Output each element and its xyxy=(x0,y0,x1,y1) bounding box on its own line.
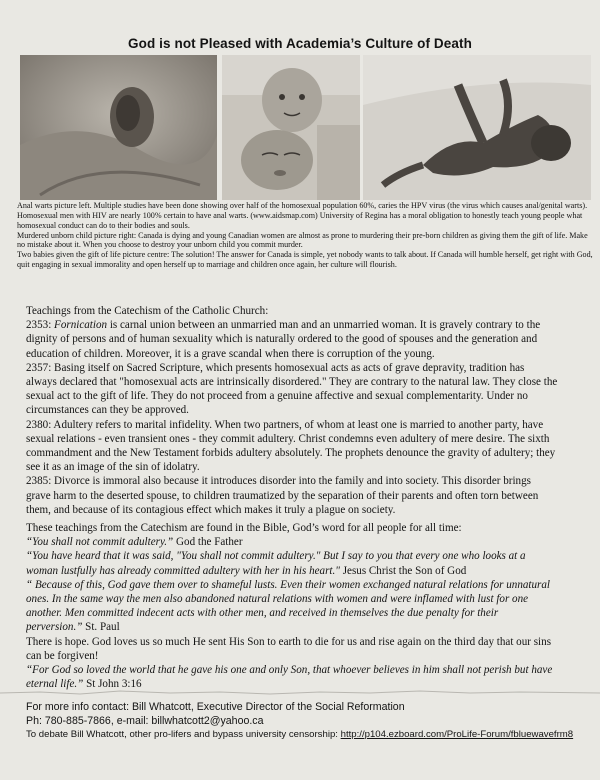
paragraph-2380 xyxy=(26,418,600,475)
text-line: always declared that "homosexual acts are intrinsically disordered." They are contrary to the natural law. They close the xyxy=(26,376,558,389)
text-line: can be forgiven! xyxy=(26,649,99,662)
text-line: sexual act to the gift of life. They do not proceed from a genuine affective and sexual complementarity. Under no xyxy=(26,390,528,403)
quote-text: another. Men committed indecent acts with other men, and received in themselves the due penalty for their xyxy=(26,607,499,620)
forum-link[interactable]: http://p104.ezboard.com/ProLife-Forum/fbluewavefrm8 xyxy=(340,729,574,741)
text-line: circumstances can they be approved. xyxy=(26,404,189,417)
paragraph-2385 xyxy=(26,474,600,517)
text-line: see it as an image of the sin of idolatry. xyxy=(26,461,200,474)
caption-paragraph: Two babies given the gift of life picture centre: The solution! The answer for Canada is simple, yet nobody wants to talk about. If Canada will humble herself, get right with God, quit engaging in sexual immorality and open herself up to marriage and children once again, her culture will flourish. xyxy=(17,250,593,270)
text-line: education of children. Moreover, it is a grave scandal when there is corruption of the young. xyxy=(26,347,435,360)
page-title: God is not Pleased with Academia’s Culture of Death xyxy=(128,36,472,51)
quote-jesus xyxy=(26,549,600,577)
text-line: 2385: Divorce is immoral also because it introduces disorder into the family and into society. This disorder brings xyxy=(26,475,531,488)
torn-paper-edge xyxy=(0,688,600,698)
quote-text: “ Because of this, God gave them over to shameful lusts. Even their women exchanged natural relations for unnatural xyxy=(26,578,551,591)
hope-paragraph xyxy=(26,635,600,663)
quote-text: eternal life.” xyxy=(26,678,84,691)
quote-text: ones. In the same way the men also abandoned natural relations with women and were inflamed with lust for one xyxy=(26,593,529,606)
forum-prefix: To debate Bill Whatcott, other pro-lifers and bypass university censorship: xyxy=(26,729,341,741)
quote-st-paul xyxy=(26,578,600,635)
text-line: 2357: Basing itself on Sacred Scripture, which presents homosexual acts as acts of grave depravity, tradition has xyxy=(26,361,525,374)
catechism-section xyxy=(26,304,600,517)
quote-source: St. Paul xyxy=(82,621,120,634)
text-line: There is hope. God loves us so much He sent His Son to earth to die for us and rise again on the third day that our sins xyxy=(26,635,552,648)
quote-god-the-father xyxy=(26,535,600,549)
quote-source: God the Father xyxy=(173,536,243,549)
caption-paragraph: Murdered unborn child picture right: Canada is dying and young Canadian women are almost as prone to murdering their pre-born children as giving them the gift of life. Make no mistake about it. When you choose to destroy your unborn child you commit murder. xyxy=(17,230,588,250)
text-line: grave harm to the deserted spouse, to children traumatized by the separation of their parents and often torn between xyxy=(26,489,539,502)
quote-source: Jesus Christ the Son of God xyxy=(339,564,467,577)
quote-text: woman lustfully has already committed adultery with her in his heart." xyxy=(26,564,340,577)
term-fornication: Fornication xyxy=(54,319,108,332)
quote-source: St John 3:16 xyxy=(83,678,142,691)
quote-text: “You shall not commit adultery.” xyxy=(26,536,174,549)
quote-text: perversion.” xyxy=(26,621,83,634)
photo-left xyxy=(20,55,217,200)
text-line: them, and because of its contagious effect which makes it truly a plague on society. xyxy=(26,503,396,516)
paragraph-2353 xyxy=(26,318,600,361)
contact-forum-line xyxy=(26,728,600,742)
text-line: dignity of persons and of human sexuality which is naturally ordered to the good of spouses and the generation and xyxy=(26,333,538,346)
quote-text: “For God so loved the world that he gave his one and only Son, that whoever believes in him shall not perish but have xyxy=(26,664,553,677)
babies-photo-image xyxy=(222,55,360,200)
lesion-photo-image xyxy=(20,55,217,200)
photo-caption xyxy=(17,201,595,270)
catechism-heading: Teachings from the Catechism of the Catholic Church: xyxy=(26,305,269,317)
bible-intro: These teachings from the Catechism are found in the Bible, God’s word for all people for all time: xyxy=(26,522,462,534)
text-line: is carnal union between an unmarried man and an unmarried woman. It is gravely contrary to the xyxy=(107,319,541,332)
photo-center xyxy=(222,55,360,200)
text-line: commandment and the New Testament forbids adultery absolutely. The prophets denounce the gravity of adultery; they xyxy=(26,447,556,460)
contact-line: For more info contact: Bill Whatcott, Executive Director of the Social Reformation xyxy=(26,701,405,713)
bible-section xyxy=(26,521,600,691)
text-line: sexual relations - even transient ones - they commit adultery. Christ condemns even adultery of mere desire. The sixth xyxy=(26,432,550,445)
caption-paragraph: Anal warts picture left. Multiple studies have been done showing over half of the homosexual population 60%, caries the HPV virus (the virus which causes anal/genital warts). Homosexual men with HIV are nearly 100% certain to have anal warts. (www.aidsmap.com) University of Regina has a moral obligation to honestly teach young people what homosexual conduct can do to their bodies and souls. xyxy=(17,201,588,230)
paragraph-number: 2353: xyxy=(26,319,55,332)
photo-right xyxy=(363,55,591,200)
quote-text: “You have heard that it was said, "You shall not commit adultery." But I say to you that every one who looks at a xyxy=(26,550,526,563)
contact-phone-email: Ph: 780-885-7866, e-mail: billwhatcott2@yahoo.ca xyxy=(26,715,264,728)
text-line: 2380: Adultery refers to marital infidelity. When two partners, of whom at least one is married to another party, have xyxy=(26,418,544,431)
fetus-photo-image xyxy=(363,55,591,200)
paragraph-2357 xyxy=(26,361,600,418)
contact-section xyxy=(26,700,600,743)
